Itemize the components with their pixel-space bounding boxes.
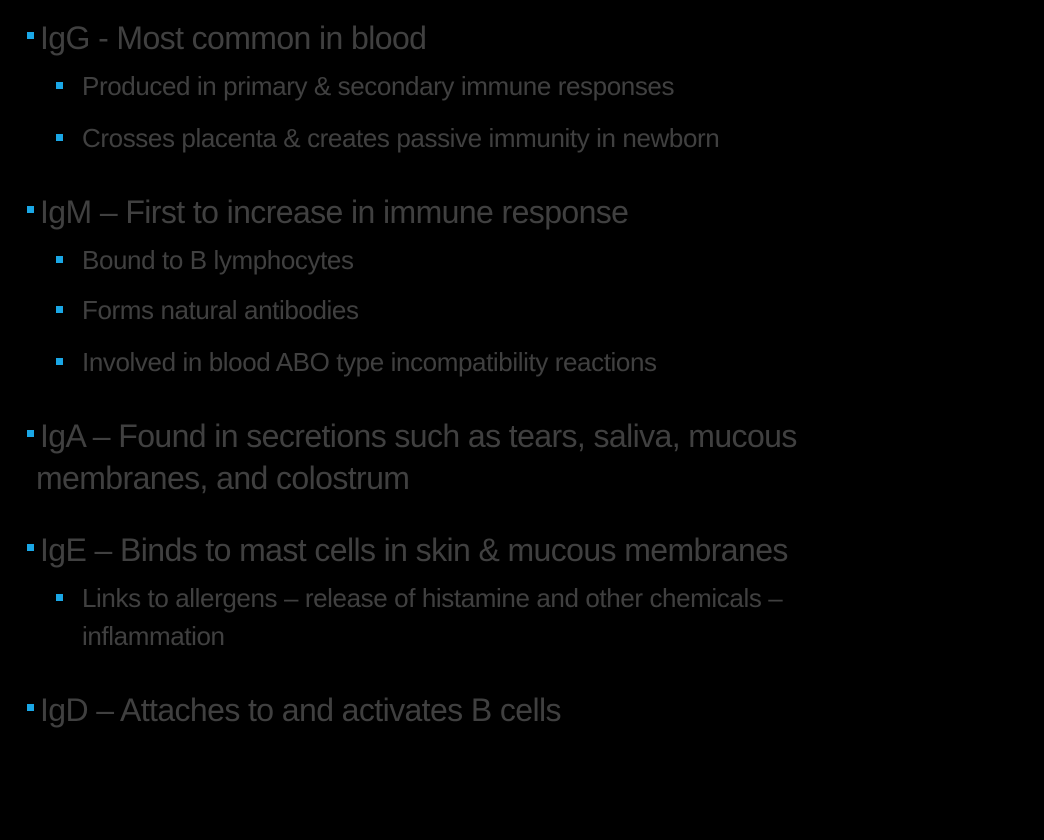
square-bullet-icon [56, 82, 63, 89]
bullet-text: IgD – Attaches to and activates B cells [40, 692, 561, 728]
sub-bullet-text-line2: inflammation [82, 621, 225, 651]
square-bullet-icon [56, 358, 63, 365]
bullet-igg [40, 17, 426, 59]
sub-bullet-text: Involved in blood ABO type incompatibility reactions [82, 347, 657, 377]
square-bullet-icon [56, 594, 63, 601]
sub-bullet-text: Produced in primary & secondary immune responses [82, 71, 675, 101]
sub-bullet-text: Forms natural antibodies [82, 295, 359, 325]
sub-bullet-igm-1 [82, 241, 354, 279]
sub-bullet-text: Bound to B lymphocytes [82, 245, 354, 275]
bullet-text-line2: membranes, and colostrum [36, 460, 410, 496]
square-bullet-icon [27, 206, 34, 213]
square-bullet-icon [27, 704, 34, 711]
square-bullet-icon [27, 544, 34, 551]
bullet-text: IgM – First to increase in immune response [40, 194, 629, 230]
bullet-igd [40, 689, 561, 731]
sub-bullet-igm-3 [82, 343, 657, 381]
bullet-text: IgG - Most common in blood [40, 20, 427, 56]
sub-bullet-igm-2 [82, 291, 359, 329]
bullet-iga [36, 415, 797, 499]
bullet-text-line1: IgA – Found in secretions such as tears, saliva, mucous [40, 418, 797, 454]
square-bullet-icon [56, 134, 63, 141]
square-bullet-icon [27, 32, 34, 39]
square-bullet-icon [27, 430, 34, 437]
sub-bullet-igg-1 [82, 67, 674, 105]
sub-bullet-igg-2 [82, 119, 719, 157]
square-bullet-icon [56, 306, 63, 313]
bullet-ige [40, 529, 788, 571]
bullet-igm [40, 191, 628, 233]
sub-bullet-text: Crosses placenta & creates passive immunity in newborn [82, 123, 720, 153]
bullet-text: IgE – Binds to mast cells in skin & mucous membranes [40, 532, 788, 568]
sub-bullet-text-line1: Links to allergens – release of histamine and other chemicals – [82, 583, 783, 613]
square-bullet-icon [56, 256, 63, 263]
sub-bullet-ige-1 [82, 579, 782, 655]
